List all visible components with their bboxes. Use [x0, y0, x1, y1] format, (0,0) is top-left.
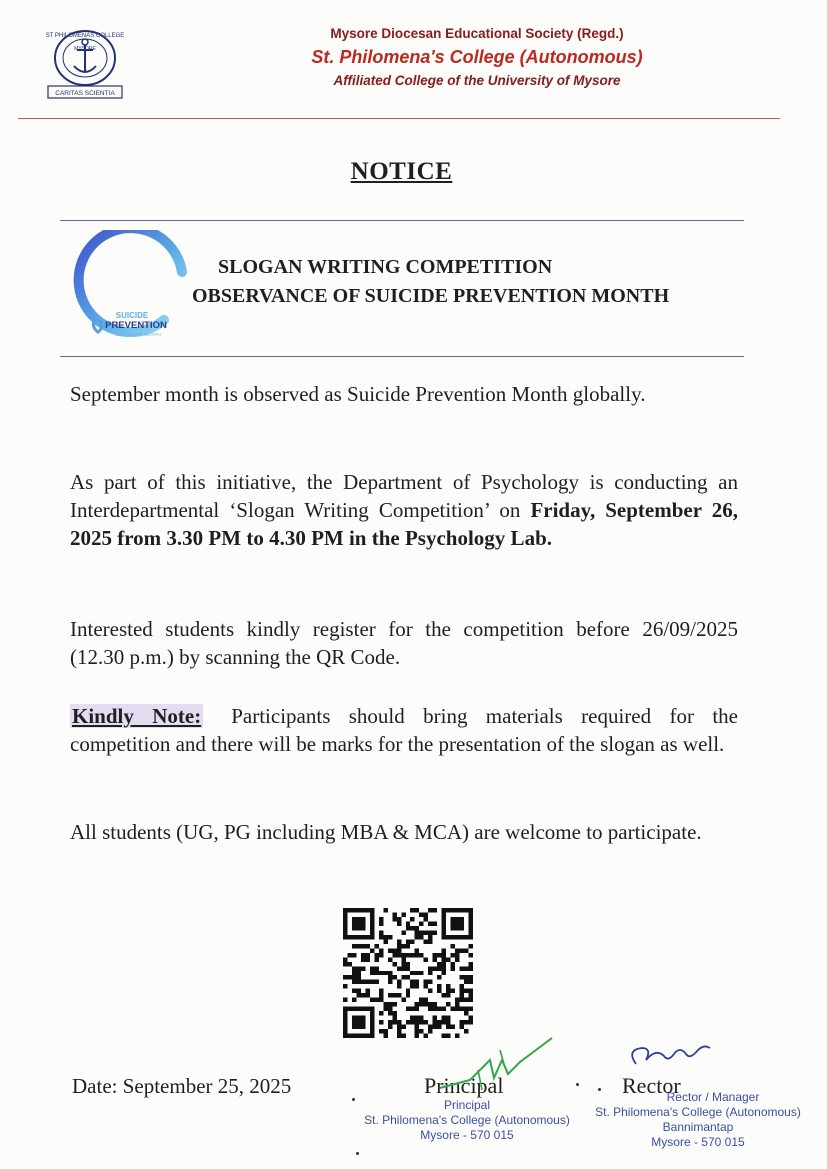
- college-crest-logo: [44, 28, 126, 102]
- affiliation-line: Affiliated College of the University of Mysore: [333, 73, 621, 88]
- college-name: St. Philomena's College (Autonomous): [311, 47, 643, 67]
- rector-stamp: [580, 1090, 816, 1150]
- event-details-paragraph: [70, 468, 738, 552]
- suicide-prevention-logo: [64, 230, 194, 348]
- principal-stamp-line: St. Philomena's College (Autonomous): [364, 1113, 570, 1127]
- rector-signature: [622, 1034, 732, 1084]
- title-bottom-rule: [60, 356, 744, 357]
- crest-motto-text: CARITAS SCIENTIA: [55, 90, 115, 97]
- event-date-venue: Friday, September 26, 2025 from 3.30 PM to 4.30 PM in the Psychology Lab.: [70, 498, 738, 550]
- principal-stamp-line: Mysore - 570 015: [420, 1128, 514, 1142]
- logo-text-suicide: SUICIDE: [115, 311, 149, 320]
- crest-top-text: ST PHILOMENAS COLLEGE: [45, 33, 125, 39]
- eligibility-paragraph: All students (UG, PG including MBA & MCA) are welcome to participate.: [70, 820, 702, 844]
- stray-mark: [352, 1098, 355, 1101]
- registration-paragraph: Interested students kindly register for the competition before 26/09/2025 (12.30 p.m.) by scanning the QR Code.: [70, 617, 738, 669]
- observance-title: OBSERVANCE OF SUICIDE PREVENTION MONTH: [192, 285, 670, 307]
- stray-mark: [576, 1083, 579, 1086]
- logo-text-month: SEPTEMBER MONTH: [115, 332, 161, 337]
- rector-stamp-line: Rector / Manager: [666, 1090, 760, 1104]
- principal-stamp-line: Principal: [443, 1098, 491, 1112]
- qr-modules: [343, 908, 473, 1038]
- rector-stamp-line: Mysore - 570 015: [651, 1135, 745, 1149]
- principal-stamp: [360, 1098, 574, 1143]
- title-top-rule: [60, 220, 744, 221]
- event-intro-text: As part of this initiative, the Department of Psychology is conducting an Interdepartmental ‘Slogan Writing Competition’ on: [70, 470, 738, 522]
- stray-mark: [356, 1152, 359, 1155]
- rector-title: Rector: [622, 1073, 681, 1098]
- intro-paragraph: September month is observed as Suicide Prevention Month globally.: [70, 382, 646, 406]
- kindly-note-paragraph: [70, 702, 738, 758]
- notice-date: Date: September 25, 2025: [72, 1074, 292, 1098]
- competition-title: SLOGAN WRITING COMPETITION: [218, 256, 553, 278]
- header-divider: [18, 118, 780, 119]
- principal-title: Principal: [424, 1073, 504, 1098]
- logo-text-prevention: PREVENTION: [105, 320, 167, 331]
- registration-qr-code[interactable]: [343, 908, 473, 1038]
- rector-stamp-line: Bannimantap: [662, 1120, 734, 1134]
- society-name: Mysore Diocesan Educational Society (Regd.): [330, 26, 624, 41]
- crest-mid-text: MYSORE: [74, 46, 96, 52]
- notice-heading: NOTICE: [350, 158, 453, 185]
- kindly-note-text: Participants should bring materials required for the competition and there will be marks for the presentation of the slogan as well.: [70, 704, 738, 756]
- kindly-note-label: Kindly Note:: [72, 704, 202, 728]
- rector-stamp-line: St. Philomena's College (Autonomous): [595, 1105, 801, 1119]
